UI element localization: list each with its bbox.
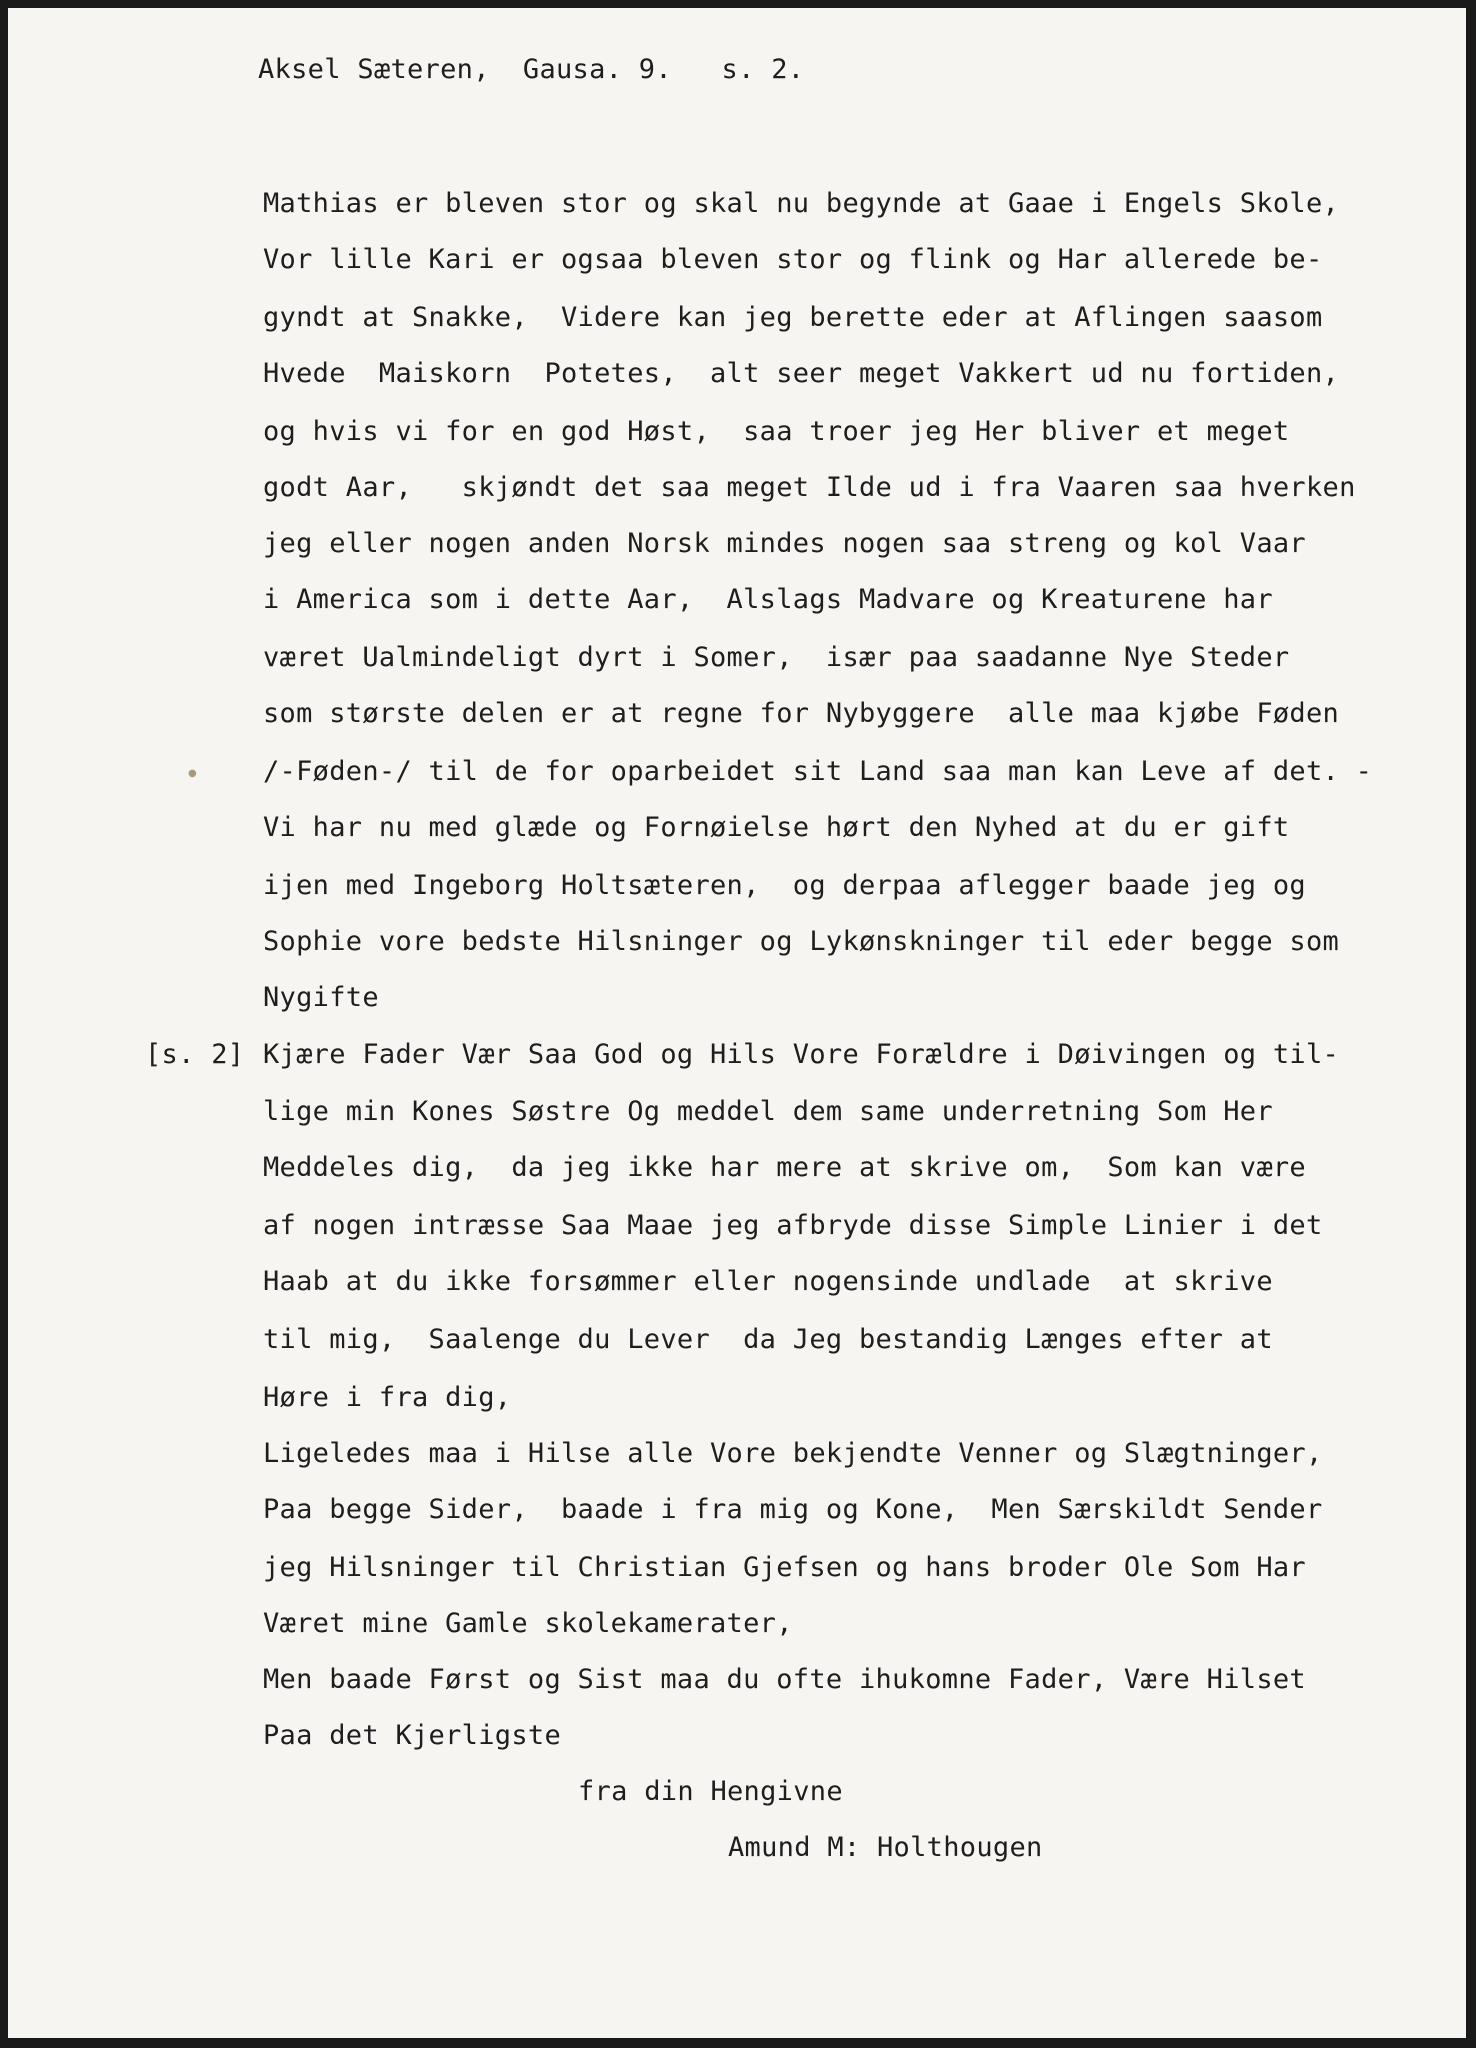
body-line: Været mine Gamle skolekamerater, [263, 1608, 793, 1639]
body-line: Paa det Kjerligste [263, 1720, 561, 1751]
body-line: af nogen intræsse Saa Maae jeg afbryde disse Simple Linier i det [263, 1210, 1323, 1241]
body-line: Haab at du ikke forsømmer eller nogensinde undlade at skrive [263, 1266, 1273, 1297]
body-line: til mig, Saalenge du Lever da Jeg bestandig Længes efter at [263, 1324, 1273, 1355]
body-line: Vi har nu med glæde og Fornøielse hørt den Nyhed at du er gift [263, 812, 1290, 843]
body-line: lige min Kones Søstre Og meddel dem same underretning Som Her [263, 1096, 1273, 1127]
closing-salutation: fra din Hengivne [578, 1776, 843, 1807]
signature: Amund M: Holthougen [728, 1832, 1043, 1863]
body-line: som største delen er at regne for Nybyggere alle maa kjøbe Føden [263, 698, 1340, 729]
body-line: Høre i fra dig, [263, 1382, 512, 1413]
body-line: jeg eller nogen anden Norsk mindes nogen saa streng og kol Vaar [263, 528, 1306, 559]
body-line: Mathias er bleven stor og skal nu begynde at Gaae i Engels Skole, [263, 188, 1340, 219]
body-line: ijen med Ingeborg Holtsæteren, og derpaa aflegger baade jeg og [263, 870, 1306, 901]
body-line: Kjære Fader Vær Saa God og Hils Vore Forældre i Døivingen og til- [263, 1039, 1340, 1070]
body-line: gyndt at Snakke, Videre kan jeg berette eder at Aflingen saasom [263, 302, 1323, 333]
body-line: Meddeles dig, da jeg ikke har mere at skrive om, Som kan være [263, 1152, 1306, 1183]
margin-page-reference: [s. 2] [145, 1039, 245, 1070]
body-line: Nygifte [263, 982, 379, 1013]
paper-speck: ● [188, 768, 197, 779]
body-line: været Ualmindeligt dyrt i Somer, især paa saadanne Nye Steder [263, 642, 1290, 673]
body-line: Sophie vore bedste Hilsninger og Lykønskninger til eder begge som [263, 926, 1340, 957]
body-line: i America som i dette Aar, Alslags Madvare og Kreaturene har [263, 584, 1273, 615]
body-line: /-Føden-/ til de for oparbeidet sit Land saa man kan Leve af det. - [263, 756, 1373, 787]
body-line: Men baade Først og Sist maa du ofte ihukomne Fader, Være Hilset [263, 1664, 1306, 1695]
body-line: Ligeledes maa i Hilse alle Vore bekjendte Venner og Slægtninger, [263, 1438, 1323, 1469]
document-header: Aksel Sæteren, Gausa. 9. s. 2. [258, 54, 805, 85]
body-line: Paa begge Sider, baade i fra mig og Kone, Men Særskildt Sender [263, 1494, 1323, 1525]
body-line: Vor lille Kari er ogsaa bleven stor og flink og Har allerede be- [263, 244, 1323, 275]
body-line: godt Aar, skjøndt det saa meget Ilde ud i fra Vaaren saa hverken [263, 472, 1356, 503]
document-page [8, 8, 1466, 2038]
body-line: og hvis vi for en god Høst, saa troer jeg Her bliver et meget [263, 416, 1290, 447]
body-line: jeg Hilsninger til Christian Gjefsen og hans broder Ole Som Har [263, 1552, 1306, 1583]
body-line: Hvede Maiskorn Potetes, alt seer meget Vakkert ud nu fortiden, [263, 358, 1340, 389]
